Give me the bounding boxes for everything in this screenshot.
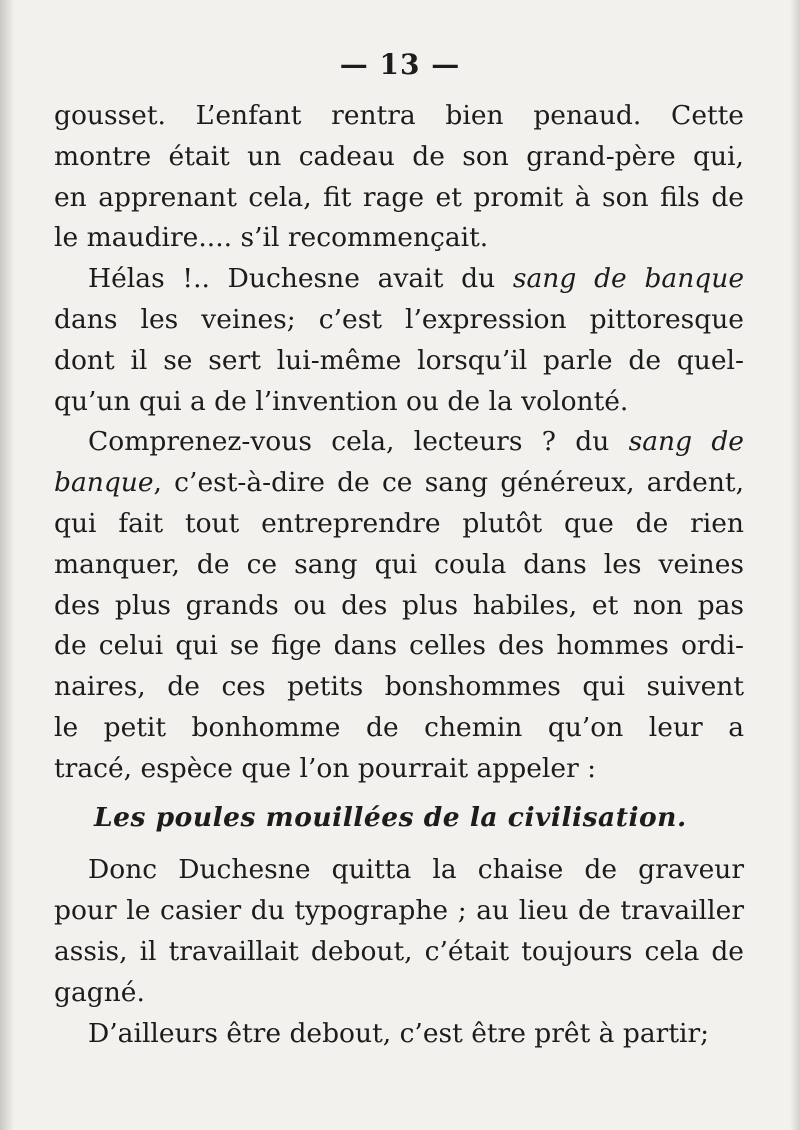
text-line — [54, 463, 744, 504]
text-run: dans les veines; c’est l’expression pittoresque — [54, 303, 744, 335]
text-run: le maudire.... s’il recommençait. — [54, 222, 489, 254]
text-line — [54, 708, 744, 749]
page-number: — 13 — — [339, 48, 461, 81]
text-run: qu’un qui a de l’invention ou de la volonté. — [54, 385, 629, 417]
paragraph — [54, 96, 744, 259]
text-line — [54, 626, 744, 667]
text-line — [54, 300, 744, 341]
text-run: Donc Duchesne quitta la chaise de graveur — [88, 854, 744, 886]
motto-line: Les poules mouillées de la civilisation. — [94, 801, 687, 833]
text-run: naires, de ces petits bonshommes qui suivent — [54, 671, 744, 703]
text-run: des plus grands ou des plus habiles, et non pas — [54, 589, 744, 621]
text-run: D’ailleurs être debout, c’est être prêt à partir; — [88, 1017, 710, 1049]
text-run: tracé, espèce que l’on pourrait appeler : — [54, 752, 597, 784]
text-run: gagné. — [54, 976, 145, 1008]
text-line — [54, 586, 744, 627]
text-line — [54, 341, 744, 382]
text-line — [54, 850, 744, 891]
paragraph — [54, 422, 744, 789]
text-line — [54, 422, 744, 463]
text-run: le petit bonhomme de chemin qu’on leur a — [54, 711, 744, 743]
paragraphs-before-motto — [54, 96, 744, 790]
text-line — [54, 1014, 744, 1055]
text-line — [54, 96, 744, 137]
paragraph — [54, 259, 744, 422]
paragraphs-after-motto — [54, 850, 744, 1054]
text-line — [54, 749, 744, 790]
text-line — [54, 382, 744, 423]
italic-text: banque — [54, 467, 154, 499]
text-line — [54, 932, 744, 973]
italic-text: sang de banque — [512, 263, 745, 295]
body-text — [54, 96, 744, 1054]
text-run: de celui qui se fige dans celles des hommes ordi- — [54, 630, 744, 662]
text-run: , c’est-à-dire de ce sang généreux, ardent, — [153, 467, 744, 499]
text-run: pour le casier du typographe ; au lieu de travailler — [54, 895, 744, 927]
text-line — [54, 891, 744, 932]
text-line — [54, 545, 744, 586]
text-line — [54, 259, 744, 300]
text-run: assis, il travaillait debout, c’était toujours cela de — [54, 935, 744, 967]
text-run: Comprenez-vous cela, lecteurs ? du — [88, 426, 629, 458]
text-run: Hélas !.. Duchesne avait du — [88, 263, 513, 295]
text-run: montre était un cadeau de son grand-père qui, — [54, 140, 744, 172]
text-line — [54, 178, 744, 219]
paragraph — [54, 1014, 744, 1055]
text-run: manquer, de ce sang qui coula dans les veines — [54, 548, 744, 580]
text-run: en apprenant cela, fit rage et promit à son fils de — [54, 181, 744, 213]
text-line — [54, 973, 744, 1014]
text-line — [54, 218, 744, 259]
paragraph — [54, 850, 744, 1013]
text-run: dont il se sert lui-même lorsqu’il parle de quel- — [54, 344, 744, 376]
text-line — [54, 137, 744, 178]
text-line — [54, 667, 744, 708]
text-run: gousset. L’enfant rentra bien penaud. Cette — [54, 100, 744, 131]
text-line — [54, 504, 744, 545]
italic-text: sang de — [628, 426, 744, 458]
text-run: qui fait tout entreprendre plutôt que de rien — [54, 507, 744, 539]
